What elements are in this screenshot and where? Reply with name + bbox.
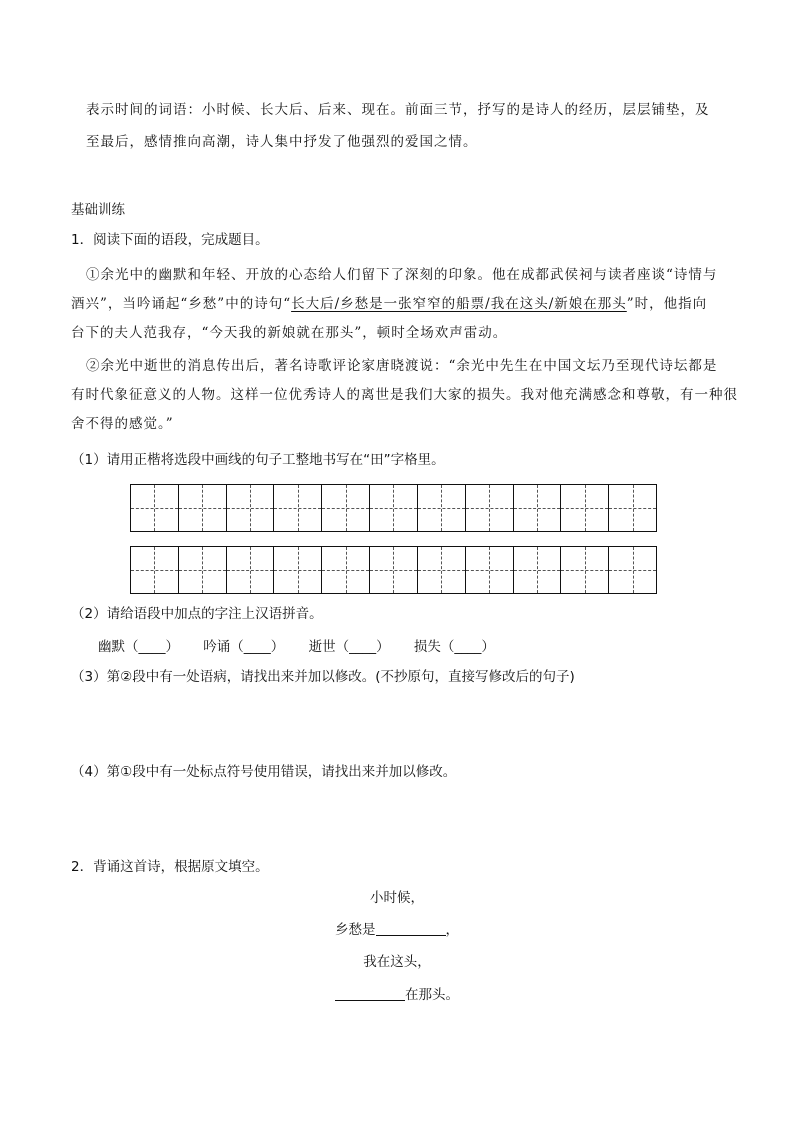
underlined-sentence: 长大后/乡愁是一张窄窄的船票/我在这头/新娘在那头 [291,296,627,312]
pinyin-item[interactable]: 幽默（____） [98,639,179,655]
poem-line-4 [0,983,794,1003]
q1-para2-line3: 舍不得的感觉。” [71,416,174,432]
pinyin-item[interactable]: 逝世（____） [308,639,390,655]
q1-sub4: （4）第①段中有一处标点符号使用错误，请找出来并加以修改。 [71,764,457,780]
poem-line-3: 我在这头， [363,954,431,970]
pinyin-item[interactable]: 损失（____） [413,639,495,655]
q1-sub3: （3）第②段中有一处语病，请找出来并加以修改。(不抄原句，直接写修改后的句子) [71,669,575,685]
section-title: 基础训练 [71,202,125,218]
q1-para1-line3: 台下的夫人范我存，“今天我的新娘就在那头”，顿时全场欢声雷动。 [71,325,508,341]
q1-para1-line2 [71,294,707,314]
poem-line-2 [0,918,794,938]
q1-para2-line1: ②余光中逝世的消息传出后，著名诗歌评论家唐晓渡说：“余光中先生在中国文坛乃至现代诗坛都是 [86,358,718,374]
q1-para1-line2-post: ”时，他指向 [626,296,708,312]
pinyin-item[interactable]: 吟诵（____） [203,639,285,655]
intro-line-2: 至最后，感情推向高潮，诗人集中抒发了他强烈的爱国之情。 [86,134,478,150]
tian-grid-row-2[interactable] [130,546,657,594]
q1-para1-line1: ①余光中的幽默和年轻、开放的心态给人们留下了深刻的印象。他在成都武侯祠与读者座谈“诗情与 [86,267,718,283]
question-2-stem: 2．背诵这首诗，根据原文填空。 [71,859,269,875]
poem-line-2-pre: 乡愁是 [335,922,376,938]
q1-para2-line2: 有时代象征意义的人物。这样一位优秀诗人的离世是我们大家的损失。我对他充满感念和尊敬，有一种很 [71,387,738,403]
q1-para1-line2-pre: 酒兴”，当吟诵起“乡愁”中的诗句“ [71,296,292,312]
poem-line-2-post: ， [445,922,459,938]
poem-line-4-post: 在那头。 [405,987,459,1003]
intro-line-1: 表示时间的词语：小时候、长大后、后来、现在。前面三节，抒写的是诗人的经历，层层铺垫，及 [86,102,710,118]
poem-line-1: 小时候， [370,890,424,906]
q1-sub1: （1）请用正楷将选段中画线的句子工整地书写在“田”字格里。 [71,452,445,468]
poem-blank-1[interactable] [376,921,446,936]
tian-grid-row-1[interactable] [130,484,657,532]
poem-blank-2[interactable] [335,986,405,1001]
question-1-stem: 1．阅读下面的语段，完成题目。 [71,232,269,248]
pinyin-row [98,637,495,657]
q1-sub2: （2）请给语段中加点的字注上汉语拼音。 [71,606,323,622]
